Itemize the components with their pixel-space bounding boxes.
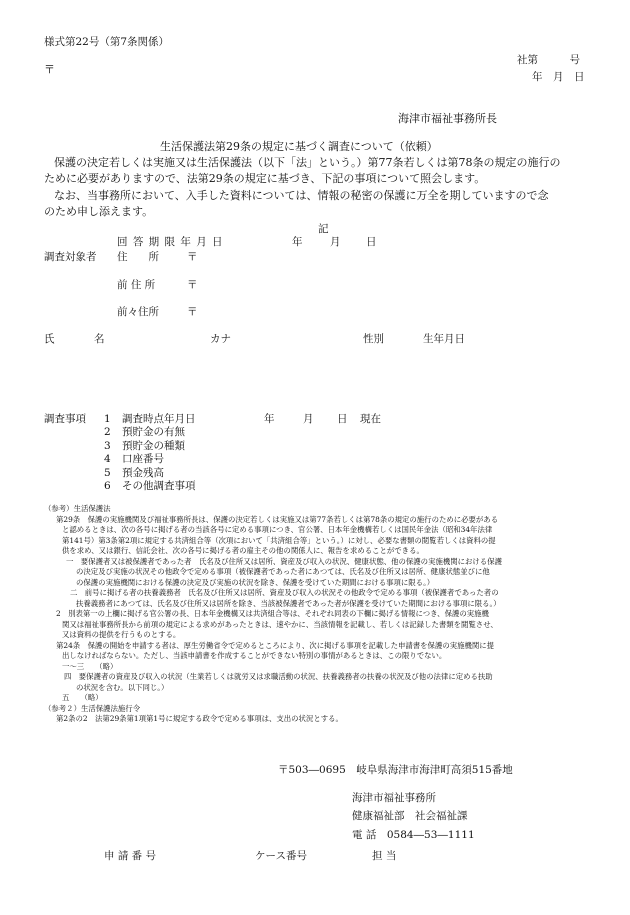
- item-number: 3: [104, 439, 111, 452]
- reference-line: 二 前号に掲げる者の扶養義務者 氏名及び住所又は居所、資産及び収入の状況その他政令で定める事項（被保護者であった者の: [70, 588, 499, 597]
- deadline-year: 年: [292, 236, 303, 248]
- name-label-mei: 名: [94, 333, 105, 345]
- deadline-label: 回 答 期 限 年 月 日: [117, 236, 224, 248]
- reference-line: の決定及び実施の状況その他政令で定める事項（被保護者であった者にあつては、氏名及び住所又は居所、健康状態並びに他: [76, 567, 490, 576]
- reference-line: 供を求め、又は銀行、信託会社、次の各号に掲げる者の雇主その他の関係人に、報告を求めることができる。: [62, 546, 424, 555]
- items-heading: 調査事項: [44, 413, 86, 425]
- reference-line: の保護の実施機関における保護の決定及び実施の状況を除き、保護を受けていた期間における事項に限る。）: [76, 577, 435, 587]
- reference-number: 社第 号: [517, 54, 580, 66]
- reference-line: 又は資料の提供を行うものとする。: [62, 630, 181, 639]
- ki-heading: 記: [318, 223, 329, 235]
- name-label-shi: 氏: [44, 333, 55, 345]
- target-heading: 調査対象者: [44, 251, 97, 263]
- office-dept: 健康福祉部 社会福祉課: [352, 810, 468, 822]
- reference-line: 第24条 保護の開始を申請する者は、厚生労働省令で定めるところにより、次に掲げる事項を記載した申請書を保護の実施機関に提: [56, 640, 495, 650]
- item-text: 調査時点年月日: [122, 413, 196, 425]
- item-text: 預金残高: [122, 466, 164, 479]
- item-number: 4: [104, 453, 111, 466]
- birth-label: 生年月日: [423, 333, 465, 345]
- reference-line: 一 要保護者又は被保護者であった者 氏名及び住所又は居所、資産及び収入の状況、健康状態、他の保護の実施機関における保護: [66, 556, 502, 566]
- reference-line: 第2条の2 法第29条第1項第1号に規定する政令で定める事項は、支出の状況とする。: [56, 714, 343, 723]
- kana-label: カナ: [210, 333, 231, 345]
- reference-line: （参考２）生活保護法施行令: [44, 703, 141, 713]
- deadline-day: 日: [366, 236, 377, 248]
- sender-name: 海津市福祉事務所長: [398, 112, 497, 125]
- item-number: 6: [104, 480, 111, 492]
- issue-date: 年 月 日: [532, 71, 585, 83]
- case-number-label: ケース番号: [255, 850, 307, 862]
- reference-line: 四 要保護者の資産及び収入の状況（生業若しくは就労又は求職活動の状況、扶養義務者の扶養の状況及び他の法律に定める扶助: [64, 672, 493, 681]
- intro-line-2: ために必要がありますので、法第29条の規定に基づき、下記の事項について照会します。: [44, 172, 486, 185]
- items-month: 月: [303, 413, 314, 425]
- address-label: 住 所: [117, 251, 159, 263]
- item-number: 2: [104, 426, 111, 439]
- reference-line: 関又は福祉事務所長から前項の規定による求めがあったときは、速やかに、当該情報を記載し、若しくは記録した書類を閲覧させ、: [62, 619, 498, 629]
- reference-line: 2 別表第一の上欄に掲げる官公署の長、日本年金機構又は共済組合等は、それぞれ同表の下欄に掲げる情報につき、保護の実施機: [56, 609, 489, 618]
- staff-label: 担 当: [372, 850, 397, 862]
- office-address: 〒503―0695 岐阜県海津市海津町高須515番地: [278, 764, 513, 776]
- deadline-month: 月: [330, 236, 341, 248]
- prevprev-address-label: 前々住所: [117, 306, 159, 318]
- item-text: その他調査事項: [122, 480, 196, 492]
- items-day: 日: [337, 413, 348, 425]
- application-number-label: 申 請 番 号: [104, 850, 157, 862]
- reference-line: 第141号）第3条第2項に規定する共済組合等（次項において「共済組合等」という。）に対し、必要な書類の閲覧若しくは資料の提: [62, 535, 496, 545]
- prevprev-address-postal: 〒: [187, 306, 198, 318]
- item-number: 1: [104, 413, 111, 425]
- reference-line: 扶養義務者にあつては、氏名及び住所又は居所を除き、当該被保護者であった者が保護を受けていた期間における事項に限る。）: [76, 598, 501, 608]
- address-postal: 〒: [187, 251, 198, 263]
- intro-line-4: のため申し添えます。: [44, 205, 154, 218]
- sex-label: 性別: [363, 333, 384, 345]
- prev-address-postal: 〒: [187, 279, 198, 291]
- item-number: 5: [104, 466, 111, 479]
- reference-line: と認めるときは、次の各号に掲げる者の当該各号に定める事項につき、官公署、日本年金機構若しくは国民年金法（昭和34年法律: [62, 525, 493, 534]
- items-year: 年: [264, 413, 275, 425]
- intro-line-1: 保護の決定若しくは実施又は生活保護法（以下「法」という。）第77条若しくは第78条の規定の施行の: [54, 156, 561, 169]
- intro-line-3: なお、当事務所において、入手した資料については、情報の秘密の保護に万全を期していますので念: [54, 189, 549, 202]
- form-number: 様式第22号（第7条関係）: [44, 36, 170, 48]
- item-text: 預貯金の種類: [122, 439, 185, 452]
- document-title: 生活保護法第29条の規定に基づく調査について（依頼）: [160, 140, 438, 153]
- reference-line: 出しなければならない。ただし、当該申請書を作成することができない特別の事情があるときは、この限りでない。: [62, 651, 447, 660]
- item-text: 口座番号: [122, 453, 164, 466]
- reference-line: （参考）生活保護法: [44, 504, 111, 513]
- recipient-postal-mark: 〒: [44, 63, 55, 76]
- reference-line: の状況を含む。以下同じ。）: [76, 682, 169, 692]
- reference-line: 第29条 保護の実施機関及び福祉事務所長は、保護の決定若しくは実施又は第77条若しくは第78条の規定の施行のために必要がある: [56, 514, 499, 524]
- office-name: 海津市福祉事務所: [352, 792, 436, 804]
- office-tel: 電 話 0584―53―1111: [352, 829, 475, 841]
- prev-address-label: 前 住 所: [117, 279, 156, 291]
- reference-line: 一～三 （略）: [62, 661, 118, 671]
- items-current: 現在: [360, 413, 381, 425]
- reference-line: 五 （略）: [62, 693, 103, 702]
- item-text: 預貯金の有無: [122, 426, 185, 439]
